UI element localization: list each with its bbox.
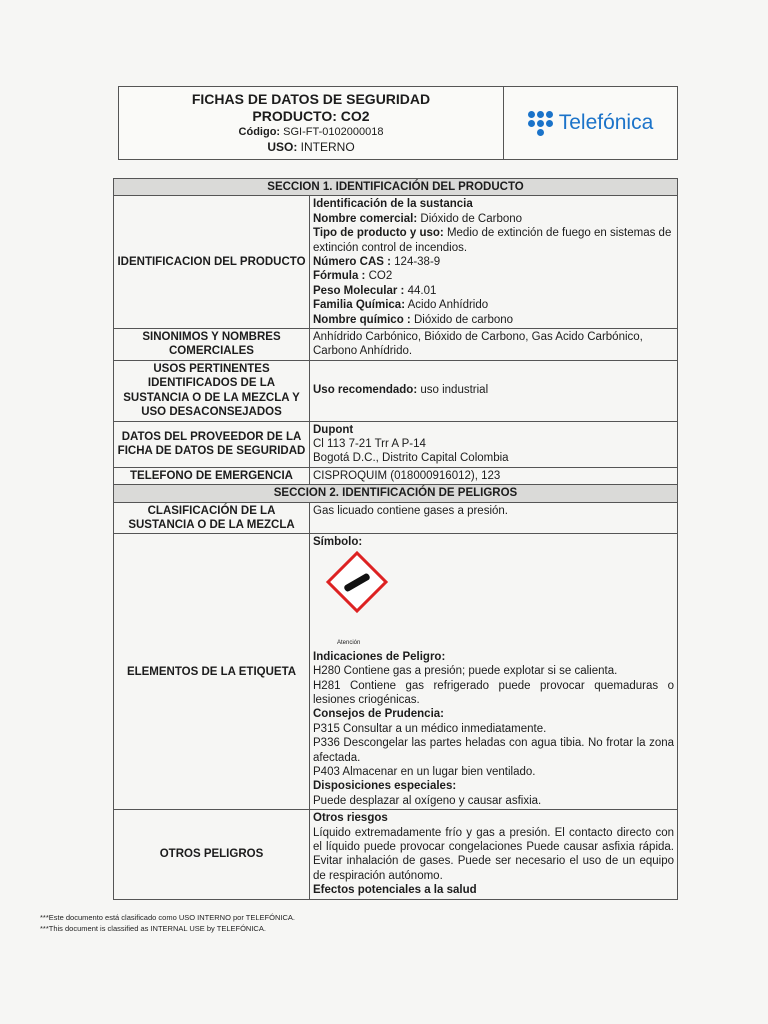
logo-text: Telefónica	[558, 111, 654, 134]
label-elements-value: Símbolo: Atención Indicaciones de Peligro: H280 Contiene gas a presión; puede explotar si se calienta. H281 Contiene gas refrigerado puede provocar quemaduras o lesiones criogénicas. Consejos de Prudencia: P315 Consultar a un médico inmediatamente. P336 Descongelar las partes heladas con agua tibia. No frotar la zona afectada. P403 Almacenar en un lugar bien ventilado. Disposiciones especiales: Puede desplazar al oxígeno y causar asfixia.	[310, 534, 678, 810]
emergency-phone-value: CISPROQUIM (018000916012), 123	[310, 467, 678, 484]
document-footer	[40, 912, 295, 934]
supplier-value: Dupont Cl 113 7-21 Trr A P-14 Bogotá D.C., Distrito Capital Colombia	[310, 421, 678, 467]
company-logo	[504, 87, 677, 159]
classification-value: Gas licuado contiene gases a presión.	[310, 502, 678, 534]
table-row	[114, 196, 678, 329]
footer-line-es: ***Este documento está clasificado como USO INTERNO por TELEFÓNICA.	[40, 913, 295, 922]
safety-data-table	[113, 178, 678, 900]
telefonica-dots-icon	[528, 111, 553, 136]
row-label: CLASIFICACIÓN DE LA SUSTANCIA O DE LA MEZCLA	[114, 502, 310, 534]
section1-title: SECCION 1. IDENTIFICACIÓN DEL PRODUCTO	[114, 179, 678, 196]
signal-word: Atención	[337, 639, 361, 646]
table-row	[114, 421, 678, 467]
document-title: FICHAS DE DATOS DE SEGURIDAD	[191, 91, 431, 107]
table-row	[114, 329, 678, 361]
table-row	[114, 810, 678, 899]
document-header	[118, 86, 678, 160]
header-titles	[119, 87, 504, 159]
footer-line-en: ***This document is classified as INTERNAL USE by TELEFÓNICA.	[40, 924, 266, 933]
row-label: ELEMENTOS DE LA ETIQUETA	[114, 534, 310, 810]
section2-title: SECCION 2. IDENTIFICACIÓN DE PELIGROS	[114, 485, 678, 502]
document-code: Código: SGI-FT-0102000018	[238, 126, 384, 138]
row-label: DATOS DEL PROVEEDOR DE LA FICHA DE DATOS DE SEGURIDAD	[114, 421, 310, 467]
table-row	[114, 502, 678, 534]
ghs-pictogram	[313, 550, 674, 650]
table-row	[114, 534, 678, 810]
row-label: OTROS PELIGROS	[114, 810, 310, 899]
other-hazards-value: Otros riesgos Líquido extremadamente frío y gas a presión. El contacto directo con el líquido puede provocar congelaciones Puede causar asfixia rápida. Evitar inhalación de gases. Puede ser necesario el uso de un equipo de respiración autónomo. Efectos potenciales a la salud	[310, 810, 678, 899]
table-row	[114, 360, 678, 421]
table-row	[114, 467, 678, 484]
product-name: PRODUCTO: CO2	[252, 108, 370, 124]
synonyms-value: Anhídrido Carbónico, Bióxido de Carbono, Gas Acido Carbónico, Carbono Anhídrido.	[310, 329, 678, 361]
row-label: IDENTIFICACION DEL PRODUCTO	[114, 196, 310, 329]
row-label: SINONIMOS Y NOMBRES COMERCIALES	[114, 329, 310, 361]
row-label: TELEFONO DE EMERGENCIA	[114, 467, 310, 484]
row-label: USOS PERTINENTES IDENTIFICADOS DE LA SUSTANCIA O DE LA MEZCLA Y USO DESACONSEJADOS	[114, 360, 310, 421]
product-identification: Identificación de la sustancia Nombre comercial: Dióxido de Carbono Tipo de producto y uso: Medio de extinción de fuego en sistemas de extinción control de incendios. Número CAS : 124-38-9 Fórmula : CO2 Peso Molecular : 44.01 Familia Química: Acido Anhídrido Nombre químico : Dióxido de carbono	[310, 196, 678, 329]
document-usage: USO: INTERNO	[267, 140, 355, 154]
uses-value: Uso recomendado: uso industrial	[310, 360, 678, 421]
